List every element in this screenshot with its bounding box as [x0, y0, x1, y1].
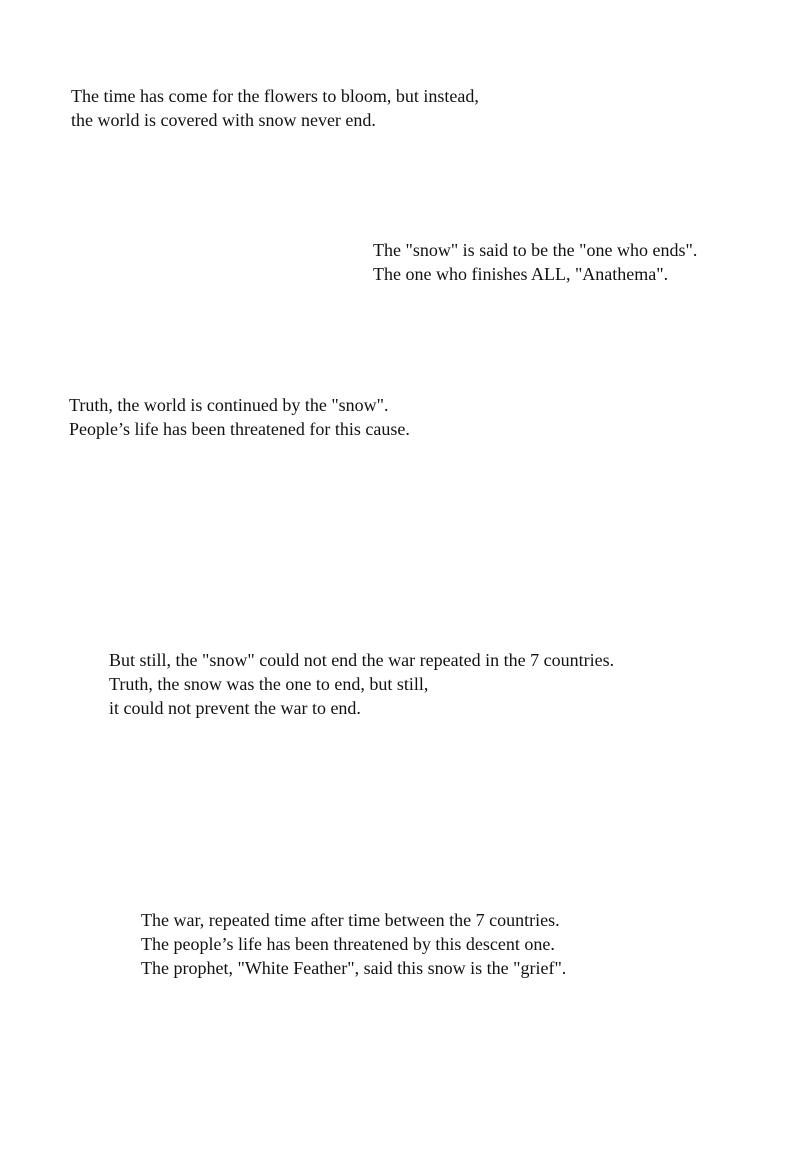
paragraph-world-continued	[69, 393, 410, 441]
text-line: The people’s life has been threatened by this descent one.	[141, 934, 555, 954]
text-line: Truth, the world is continued by the "snow".	[69, 395, 389, 415]
text-line: The war, repeated time after time between the 7 countries.	[141, 910, 560, 930]
paragraph-snow-anathema	[373, 238, 697, 286]
text-line: the world is covered with snow never end.	[71, 110, 376, 130]
text-line: Truth, the snow was the one to end, but still,	[109, 674, 429, 694]
text-line: The time has come for the flowers to bloom, but instead,	[71, 86, 479, 106]
text-line: it could not prevent the war to end.	[109, 698, 361, 718]
paragraph-flowers-bloom	[71, 84, 479, 132]
paragraph-war-seven-countries	[109, 648, 614, 720]
text-line: The prophet, "White Feather", said this snow is the "grief".	[141, 958, 567, 978]
text-line: But still, the "snow" could not end the war repeated in the 7 countries.	[109, 650, 615, 670]
text-line: The one who finishes ALL, "Anathema".	[373, 264, 669, 284]
text-line: People’s life has been threatened for this cause.	[69, 419, 410, 439]
text-line: The "snow" is said to be the "one who ends".	[373, 240, 698, 260]
paragraph-white-feather-prophecy	[141, 908, 566, 980]
